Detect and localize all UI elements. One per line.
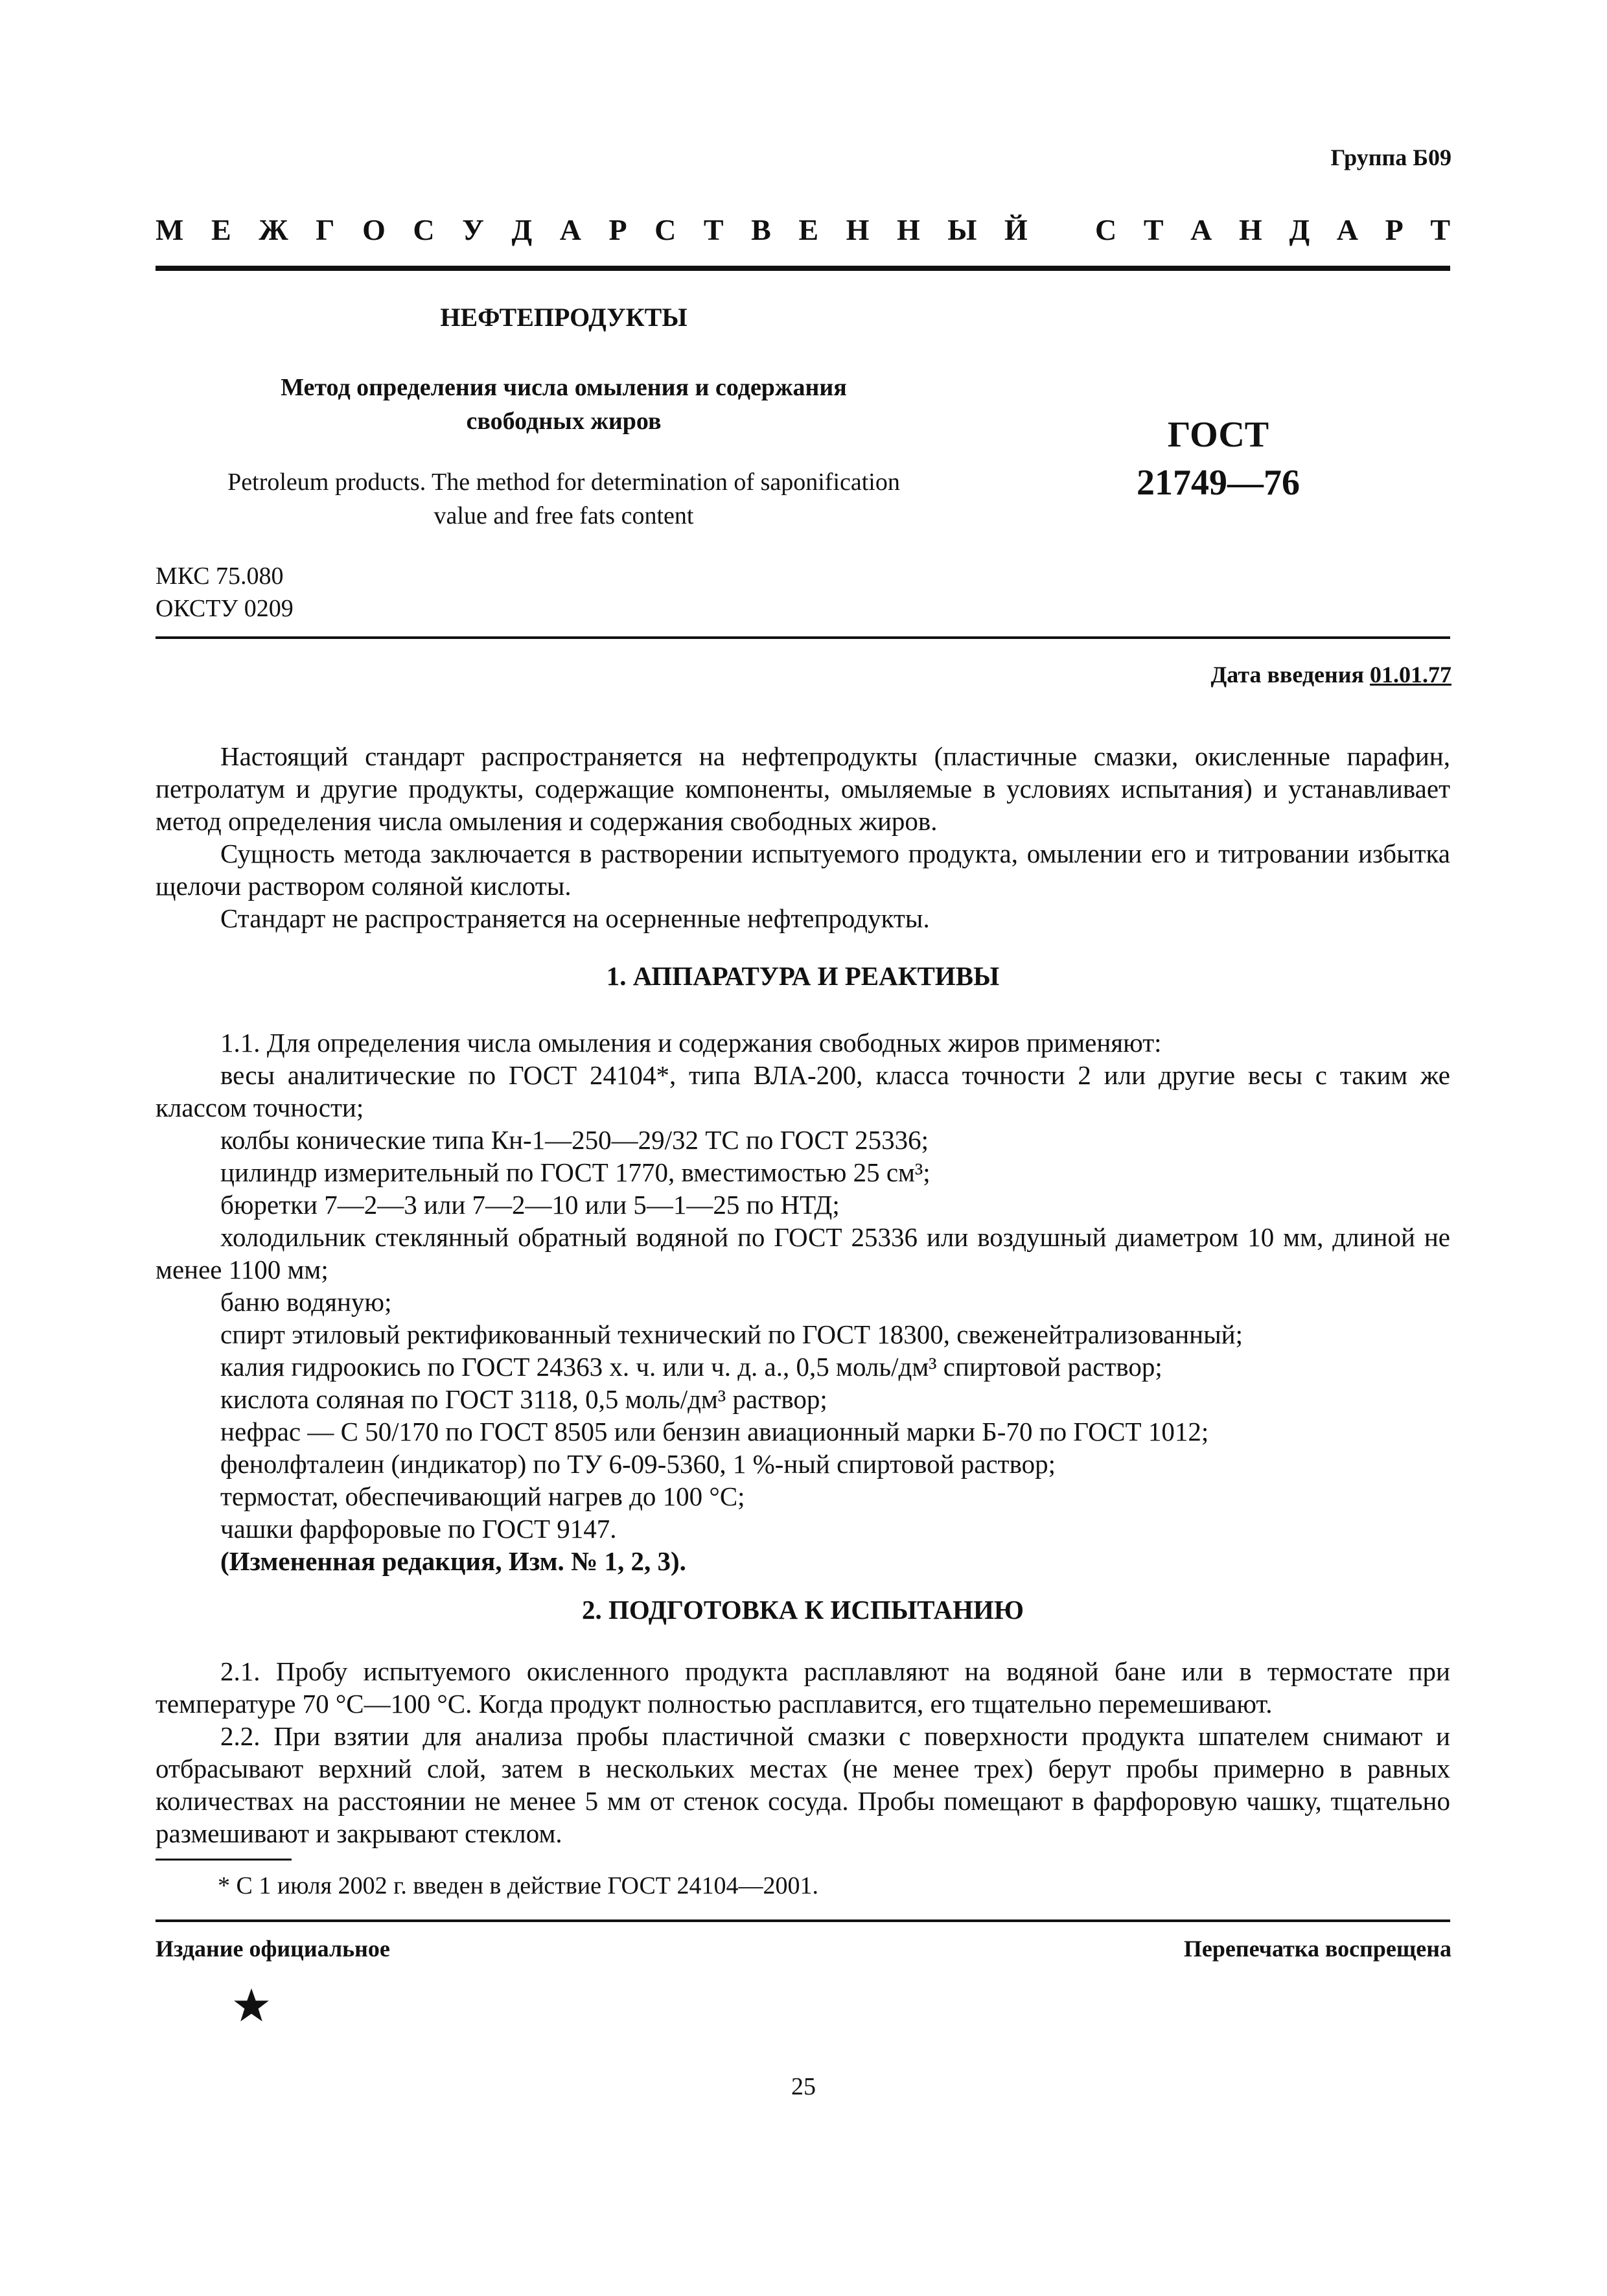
equipment-item: кислота соляная по ГОСТ 3118, 0,5 моль/дм³ раствор;	[220, 1384, 827, 1414]
page-number: 25	[791, 2073, 816, 2100]
banner-word1-letter: В	[751, 213, 771, 246]
banner-word1-letter: Е	[211, 213, 231, 246]
section-2-body	[156, 1655, 1450, 1850]
standard-word-interstate	[156, 213, 1028, 262]
document-title: НЕФТЕПРОДУКТЫ	[440, 303, 688, 332]
banner-word2-letter: Д	[1289, 213, 1310, 246]
equipment-item: чашки фарфоровые по ГОСТ 9147.	[220, 1514, 617, 1544]
paragraph-2-1: 2.1. Пробу испытуемого окисленного продукта расплавляют на водяной бане или в термостате при температуре 70 °С—100 °С. Когда продукт полностью расплавится, его тщательно перемешивают.	[156, 1656, 1450, 1719]
okstu-code: ОКСТУ 0209	[156, 595, 294, 622]
banner-word2-letter: Т	[1143, 213, 1164, 246]
footnote: * С 1 июля 2002 г. введен в действие ГОСТ 24104—2001.	[218, 1872, 819, 1899]
equipment-item: колбы конические типа Кн-1—250—29/32 ТС по ГОСТ 25336;	[220, 1125, 929, 1155]
footnote-separator	[156, 1859, 292, 1861]
equipment-item: холодильник стеклянный обратный водяной по ГОСТ 25336 или воздушный диаметром 10 мм, длиной не менее 1100 мм;	[156, 1222, 1450, 1284]
paragraph-2-2: 2.2. При взятии для анализа пробы пластичной смазки с поверхности продукта шпателем снимают и отбрасывают верхний слой, затем в нескольких местах (не менее трех) берут пробы примерно в равных количествах на расстоянии не менее 5 мм от стенок сосуда. Пробы помещают в фарфоровую чашку, тщательно размешивают и закрывают стеклом.	[156, 1721, 1450, 1848]
classification-codes	[156, 560, 294, 625]
gost-code: 21749—76	[1137, 463, 1300, 503]
banner-word1-letter: Н	[896, 213, 920, 246]
banner-word2-letter: С	[1095, 213, 1117, 246]
intro-paragraph-1: Настоящий стандарт распространяется на нефтепродукты (пластичные смазки, окисленные парафин, петролатум и другие продукты, содержащие компоненты, омыляемые в условиях испытания) и устанавливает метод определения числа омыления и содержания свободных жиров.	[156, 741, 1450, 836]
section-2-title: 2. ПОДГОТОВКА К ИСПЫТАНИЮ	[581, 1595, 1024, 1625]
intro-text	[156, 740, 1450, 934]
codes-rule	[156, 636, 1450, 639]
banner-word1-letter: Ж	[259, 213, 288, 246]
english-title	[156, 465, 972, 533]
equipment-item: термостат, обеспечивающий нагрев до 100 °С;	[220, 1481, 745, 1511]
banner-word1-letter: С	[654, 213, 676, 246]
intro-paragraph-3: Стандарт не распространяется на осерненные нефтепродукты.	[220, 903, 930, 933]
gost-label: ГОСТ	[1167, 415, 1269, 455]
section-1-lead: 1.1. Для определения числа омыления и содержания свободных жиров применяют:	[220, 1028, 1162, 1058]
banner-word1-letter: Д	[511, 213, 533, 246]
subtitle-line-1: Метод определения числа омыления и содержания	[281, 374, 847, 401]
date-value: 01.01.77	[1370, 662, 1451, 688]
banner-word1-letter: М	[156, 213, 184, 246]
banner-word1-letter: Т	[703, 213, 724, 246]
banner-word1-letter: С	[413, 213, 435, 246]
group-code: Группа Б09	[1330, 145, 1451, 170]
banner-word2-letter: А	[1336, 213, 1358, 246]
header-rule	[156, 266, 1450, 271]
banner-word1-letter: Н	[846, 213, 870, 246]
official-edition-label: Издание официальное	[156, 1936, 390, 1962]
intro-paragraph-2: Сущность метода заключается в растворении испытуемого продукта, омылении его и титровании избытка щелочи раствором соляной кислоты.	[156, 839, 1450, 901]
banner-word1-letter: Р	[608, 213, 627, 246]
standard-word-standard	[1095, 213, 1450, 262]
equipment-item: фенолфталеин (индикатор) по ТУ 6-09-5360, 1 %-ный спиртовой раствор;	[220, 1449, 1056, 1479]
banner-word1-letter: У	[462, 213, 484, 246]
equipment-item: бюретки 7—2—3 или 7—2—10 или 5—1—25 по НТД;	[220, 1190, 840, 1220]
standard-type-banner	[156, 213, 1450, 262]
banner-word2-letter: Т	[1430, 213, 1450, 246]
equipment-item: спирт этиловый ректификованный технический по ГОСТ 18300, свеженейтрализованный;	[220, 1319, 1243, 1349]
mks-code: МКС 75.080	[156, 562, 284, 590]
section-1-title: 1. АППАРАТУРА И РЕАКТИВЫ	[606, 961, 1000, 991]
english-title-line-2: value and free fats content	[434, 502, 694, 529]
equipment-item: весы аналитические по ГОСТ 24104*, типа ВЛА-200, класса точности 2 или другие весы с таким же классом точности;	[156, 1060, 1450, 1122]
date-label: Дата введения	[1210, 662, 1370, 688]
footer-rule	[156, 1919, 1450, 1922]
star-icon	[233, 1987, 270, 2023]
banner-word2-letter: Р	[1385, 213, 1404, 246]
banner-word1-letter: Е	[798, 213, 819, 246]
banner-word2-letter: А	[1190, 213, 1212, 246]
section-1-body	[156, 1026, 1450, 1577]
equipment-item: цилиндр измерительный по ГОСТ 1770, вместимостью 25 см³;	[220, 1157, 931, 1187]
reprint-prohibited-label: Перепечатка воспрещена	[1183, 1936, 1451, 1962]
revision-note: (Измененная редакция, Изм. № 1, 2, 3).	[220, 1546, 686, 1576]
banner-word1-letter: А	[559, 213, 581, 246]
banner-word2-letter: Н	[1239, 213, 1262, 246]
gost-number	[1076, 411, 1361, 507]
introduction-date	[1211, 661, 1452, 688]
banner-word1-letter: Й	[1004, 213, 1028, 246]
equipment-item: нефрас — С 50/170 по ГОСТ 8505 или бензин авиационный марки Б-70 по ГОСТ 1012;	[220, 1417, 1209, 1446]
subtitle-line-2: свободных жиров	[466, 408, 662, 435]
equipment-list	[156, 1059, 1450, 1545]
document-subtitle	[156, 371, 972, 438]
english-title-line-1: Petroleum products. The method for determination of saponification	[227, 469, 900, 496]
banner-word1-letter: Ы	[947, 213, 977, 246]
banner-word1-letter: Г	[316, 213, 335, 246]
equipment-item: калия гидроокись по ГОСТ 24363 х. ч. или ч. д. а., 0,5 моль/дм³ спиртовой раствор;	[220, 1352, 1162, 1382]
equipment-item: баню водяную;	[220, 1287, 392, 1317]
banner-word1-letter: О	[362, 213, 386, 246]
